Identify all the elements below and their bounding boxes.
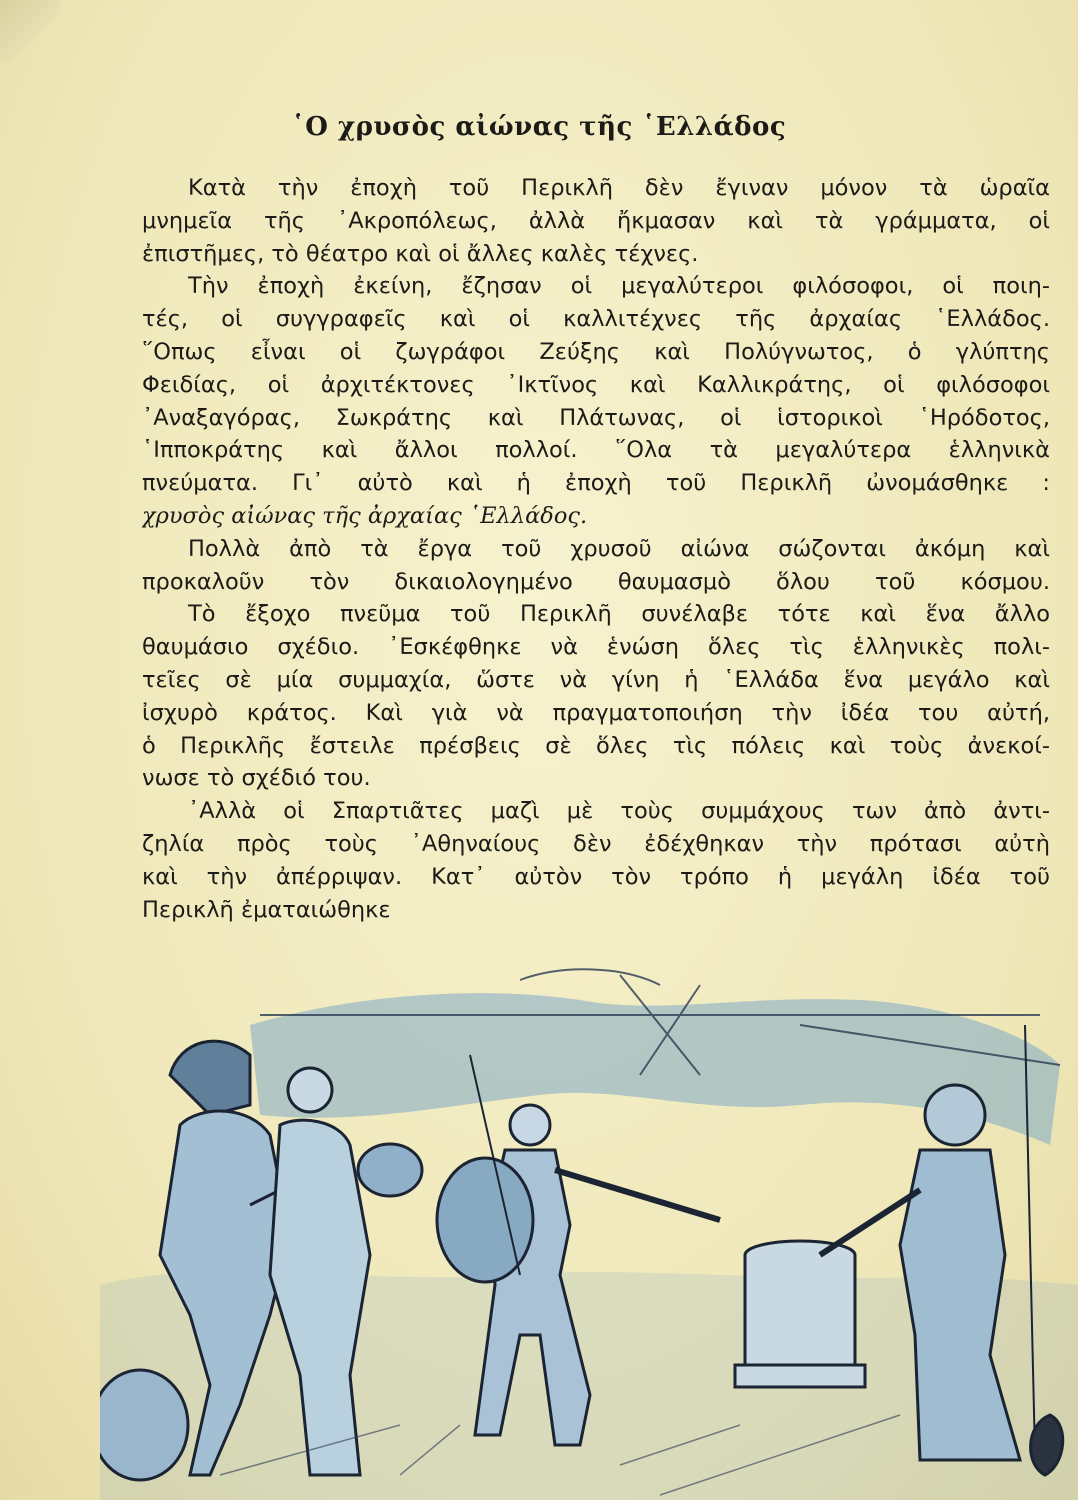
text-line: Περικλῆ ἐματαιώθηκε — [142, 896, 391, 923]
body-text — [142, 172, 1050, 926]
text-line: Τὴν ἐποχὴ ἐκείνη, ἔζησαν οἱ μεγαλύτεροι φιλόσοφοι, οἱ ποιη- — [188, 273, 1050, 300]
text-line: ζηλία πρὸς τοὺς ᾿Αθηναίους δὲν ἐδέχθηκαν τὴν πρότασι αὐτὴ — [142, 830, 1050, 857]
text-line: ᾿Αλλὰ οἱ Σπαρτιᾶτες μαζὶ μὲ τοὺς συμμάχους των ἀπὸ ἀντι- — [188, 798, 1050, 825]
text-line: μνημεῖα τῆς ᾿Ακροπόλεως, ἀλλὰ ἤκμασαν καὶ τὰ γράμματα, οἱ — [142, 207, 1050, 234]
altar — [735, 1241, 865, 1387]
text-line: Φειδίας, οἱ ἀρχιτέκτονες ᾿Ικτῖνος καὶ Καλλικράτης, οἱ φιλόσοφοι — [142, 371, 1050, 398]
text-line: Πολλὰ ἀπὸ τὰ ἔργα τοῦ χρυσοῦ αἰώνα σώζονται ἀκόμη καὶ — [188, 535, 1050, 562]
text-line: ᾿Αναξαγόρας, Σωκράτης καὶ Πλάτωνας, οἱ ἱστορικοὶ ῾Ηρόδοτος, — [142, 404, 1050, 431]
text-line: πνεύματα. Γι᾿ αὐτὸ καὶ ἡ ἐποχὴ τοῦ Περικλῆ ὠνομάσθηκε : — [142, 470, 1050, 497]
text-line: καὶ τὴν ἀπέρριψαν. Κατ᾿ αὐτὸν τὸν τρόπο ἡ μεγάλη ἰδέα τοῦ — [142, 863, 1050, 890]
text-line: ῾Ιπποκράτης καὶ ἄλλοι πολλοί. ῞Ολα τὰ μεγαλύτερα ἑλληνικὰ — [142, 437, 1050, 464]
text-line: τεῖες σὲ μία συμμαχία, ὥστε νὰ γίνη ἡ ῾Ελλάδα ἕνα μεγάλο καὶ — [142, 666, 1050, 693]
text-line: τές, οἱ συγγραφεῖς καὶ οἱ καλλιτέχνες τῆς ἀρχαίας ῾Ελλάδος. — [142, 306, 1050, 333]
text-line: ἐπιστῆμες, τὸ θέατρο καὶ οἱ ἄλλες καλὲς τέχνες. — [142, 240, 699, 267]
text-line: Τὸ ἔξοχο πνεῦμα τοῦ Περικλῆ συνέλαβε τότε καὶ ἕνα ἄλλο — [188, 601, 1050, 628]
text-line: ῞Οπως εἶναι οἱ ζωγράφοι Ζεύξης καὶ Πολύγνωτος, ὁ γλύπτης — [142, 338, 1050, 365]
text-line: νωσε τὸ σχέδιό του. — [142, 765, 371, 792]
text-line: Κατὰ τὴν ἐποχὴ τοῦ Περικλῆ δὲν ἔγιναν μόνον τὰ ὡραῖα — [188, 175, 1050, 201]
page-title: ῾Ο χρυσὸς αἰώνας τῆς ῾Ελλάδος — [291, 112, 787, 142]
illustration-greek-warriors — [100, 955, 1078, 1500]
page-corner-wear — [0, 0, 60, 60]
text-line-italic: χρυσὸς αἰώνας τῆς ἀρχαίας ῾Ελλάδος. — [142, 502, 588, 529]
text-line: ἰσχυρὸ κράτος. Καὶ γιὰ νὰ πραγματοποιήση τὴν ἰδέα του αὐτή, — [142, 699, 1050, 726]
text-line: θαυμάσιο σχέδιο. ᾿Εσκέφθηκε νὰ ἑνώση ὅλες τὶς ἑλληνικὲς πολι- — [142, 634, 1050, 661]
text-line: προκαλοῦν τὸν δικαιολογημένο θαυμασμὸ ὅλου τοῦ κόσμου. — [142, 568, 1050, 595]
text-line: ὁ Περικλῆς ἔστειλε πρέσβεις σὲ ὅλες τὶς πόλεις καὶ τοὺς ἀνεκοί- — [142, 732, 1050, 759]
